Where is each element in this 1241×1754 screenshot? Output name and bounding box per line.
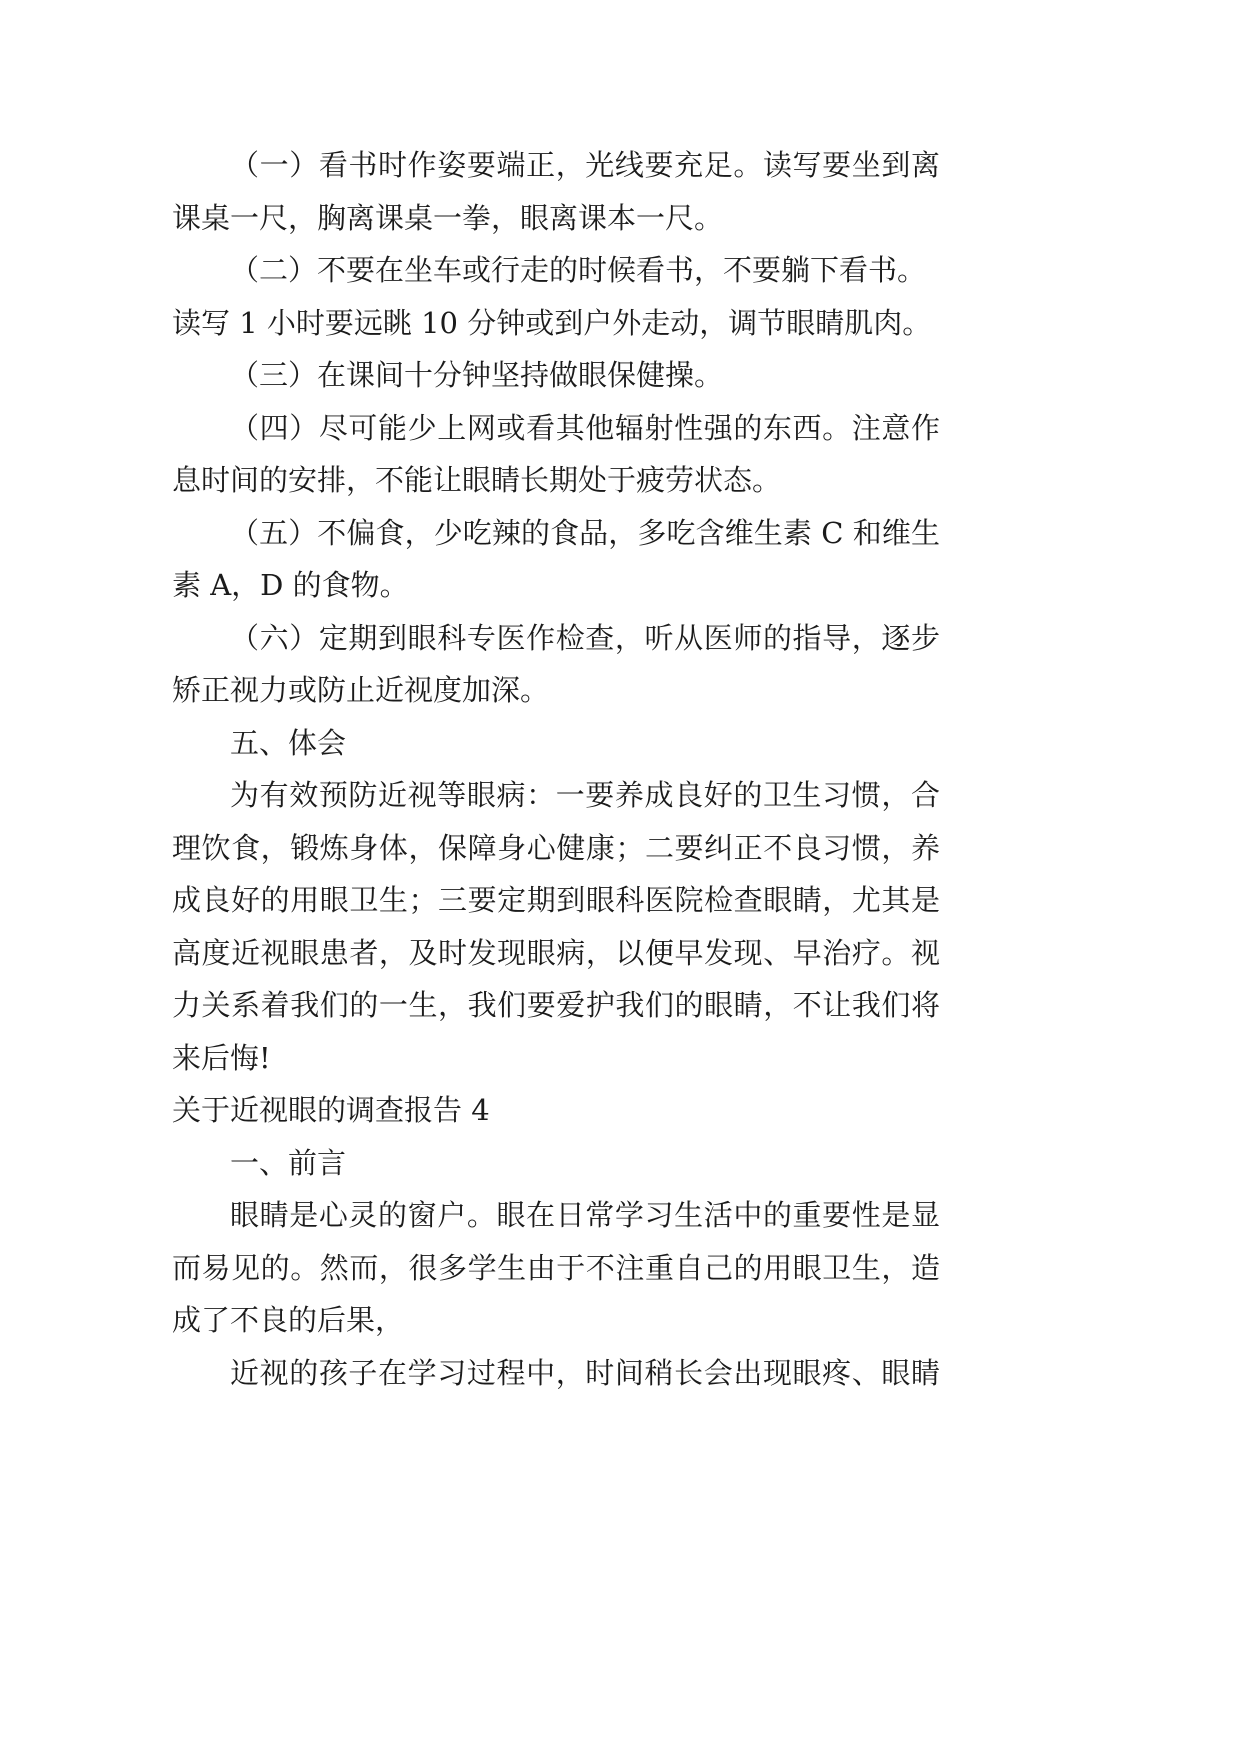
text-line: 成良好的用眼卫生；三要定期到眼科医院检查眼睛，尤其是 (172, 883, 940, 917)
text-line: 眼睛是心灵的窗户。眼在日常学习生活中的重要性是显 (230, 1198, 940, 1232)
text-line: （五）不偏食，少吃辣的食品，多吃含维生素 C 和维生 (230, 515, 940, 550)
text-line: 为有效预防近视等眼病：一要养成良好的卫生习惯，合 (230, 778, 940, 812)
measure-paragraph-5 (172, 507, 940, 612)
report-title-block (172, 1084, 940, 1137)
measure-paragraph-2 (172, 244, 940, 349)
text-line: （二）不要在坐车或行走的时候看书，不要躺下看书。 (230, 253, 927, 287)
text-line: （三）在课间十分钟坚持做眼保健操。 (230, 358, 724, 392)
measure-paragraph-3 (172, 349, 940, 402)
text-line: 来后悔! (172, 1040, 271, 1075)
paragraph (172, 1189, 940, 1347)
text-line: 力关系着我们的一生，我们要爱护我们的眼睛，不让我们将 (172, 988, 940, 1022)
text-line: 理饮食，锻炼身体，保障身心健康；二要纠正不良习惯，养 (172, 830, 940, 865)
text-line: 成了不良的后果， (172, 1303, 405, 1337)
text-line: 而易见的。然而，很多学生由于不注重自己的用眼卫生，造 (172, 1250, 940, 1285)
text-line: 素 A，D 的食物。 (172, 568, 409, 602)
section-one (172, 1137, 940, 1400)
text-line: 矫正视力或防止近视度加深。 (172, 673, 550, 707)
section-heading: 五、体会 (230, 725, 347, 760)
text-line: 高度近视眼患者，及时发现眼病，以便早发现、早治疗。视 (172, 935, 940, 970)
text-line: 课桌一尺，胸离课桌一拳，眼离课本一尺。 (172, 200, 724, 235)
text-line: （一）看书时作姿要端正，光线要充足。读写要坐到离 (230, 148, 940, 182)
page-body (172, 139, 940, 1399)
text-line: 息时间的安排，不能让眼睛长期处于疲劳状态。 (172, 463, 782, 497)
text-line: 读写 1 小时要远眺 10 分钟或到户外走动，调节眼睛肌肉。 (172, 305, 932, 340)
text-line: （四）尽可能少上网或看其他辐射性强的东西。注意作 (230, 410, 940, 445)
text-line: （六）定期到眼科专医作检查，听从医师的指导，逐步 (230, 620, 940, 655)
section-heading: 一、前言 (230, 1145, 347, 1180)
text-line: 近视的孩子在学习过程中，时间稍长会出现眼疼、眼睛 (230, 1355, 940, 1390)
report-title: 关于近视眼的调查报告 4 (172, 1093, 490, 1127)
section-five (172, 717, 940, 1085)
measure-paragraph-1 (172, 139, 940, 244)
paragraph (172, 1347, 940, 1400)
measure-paragraph-4 (172, 402, 940, 507)
measure-paragraph-6 (172, 612, 940, 717)
